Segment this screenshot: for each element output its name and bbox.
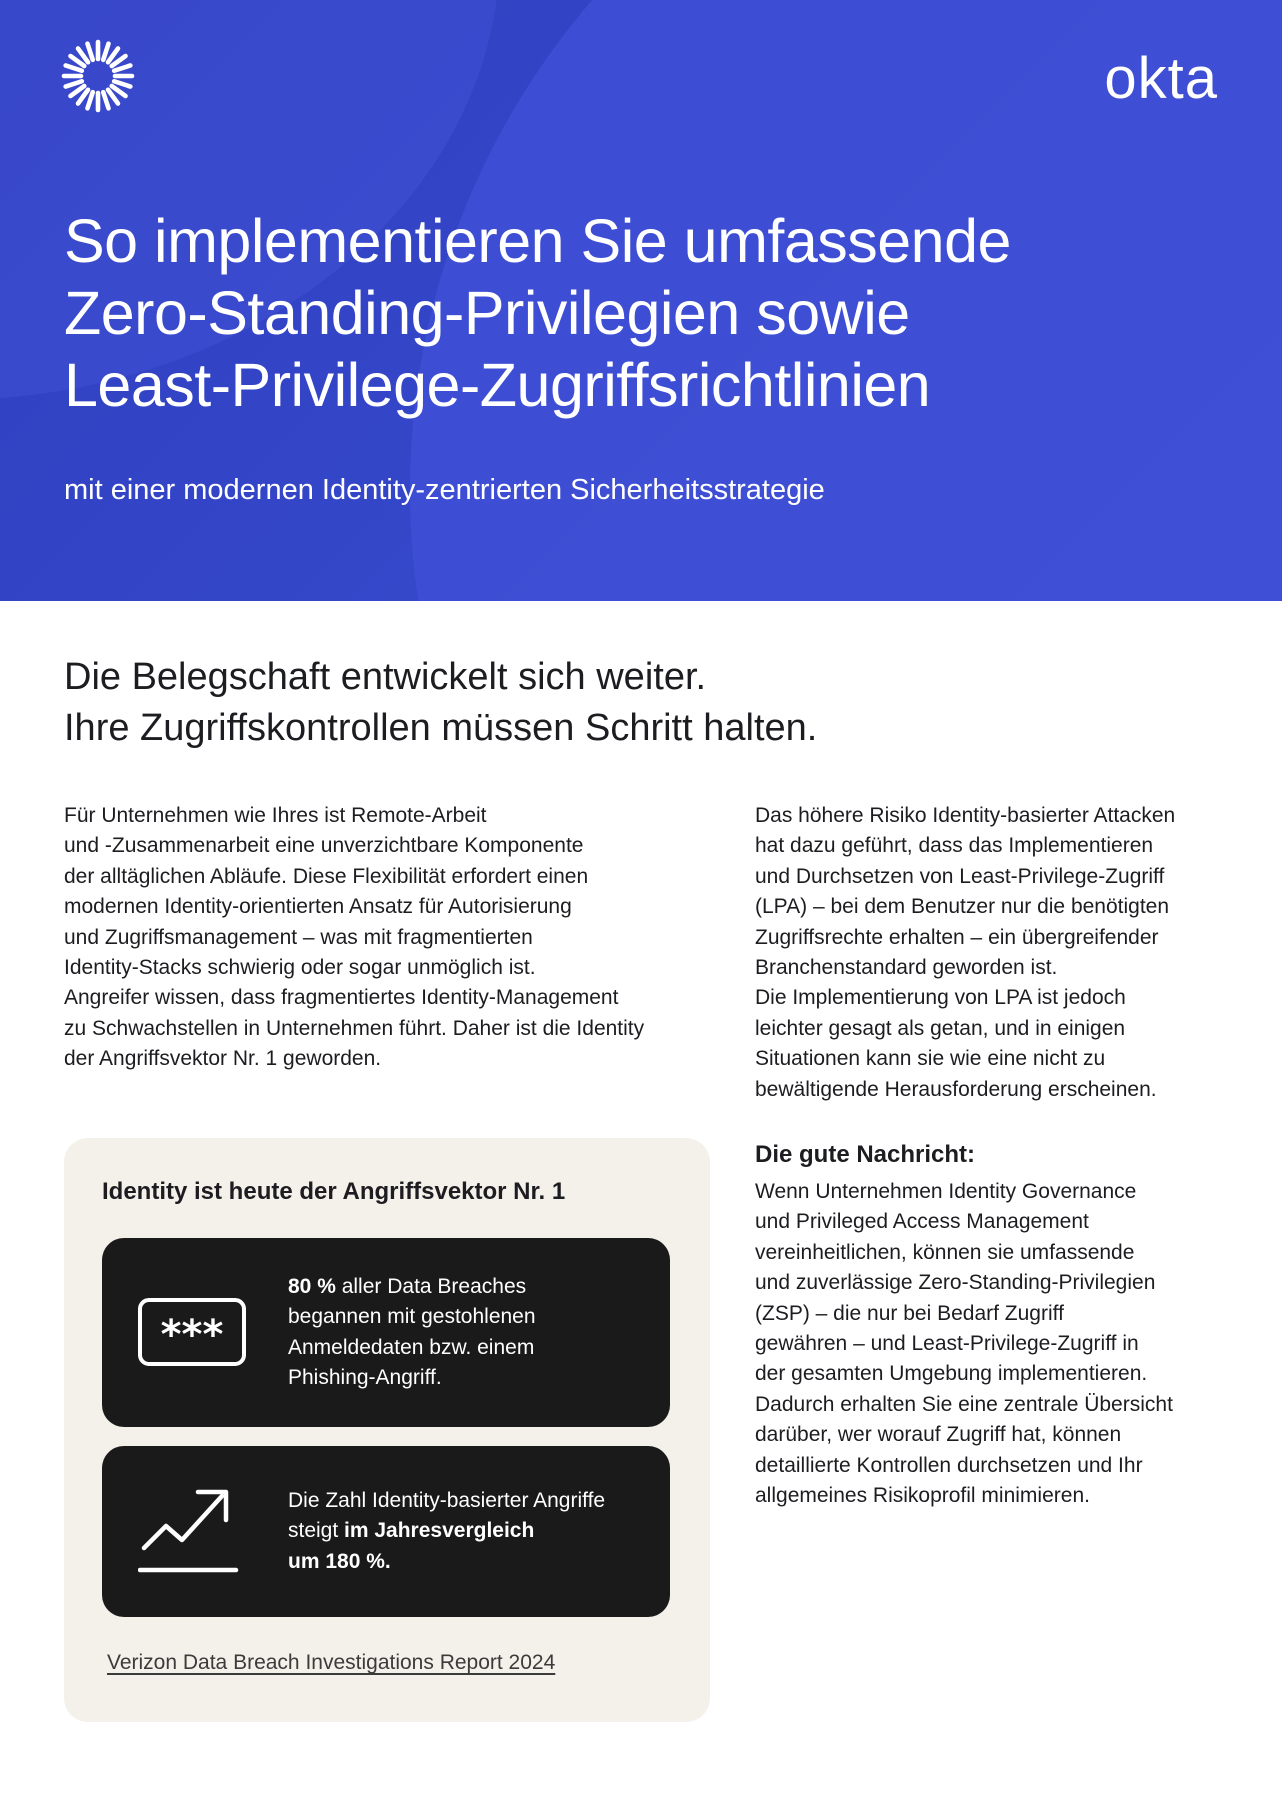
title-line: Least-Privilege-Zugriffsrichtlinien: [64, 351, 931, 419]
sunburst-ray: [87, 44, 92, 60]
stat-card-text: [288, 1272, 648, 1394]
sunburst-ray: [114, 81, 130, 86]
sunburst-logo-icon: [60, 38, 136, 114]
text-line: begannen mit gestohlenen: [288, 1305, 536, 1329]
stat-panel-title: Identity ist heute der Angriffsvektor Nr. 1: [102, 1178, 566, 1205]
sunburst-ray: [66, 65, 82, 70]
text-line: und Privileged Access Management: [755, 1210, 1089, 1234]
stat-value: um 180 %.: [288, 1549, 391, 1573]
text-line: aller Data Breaches: [335, 1275, 527, 1298]
page-title: [64, 205, 1214, 421]
text-line: modernen Identity-orientierten Ansatz für Autorisierung: [64, 895, 572, 919]
okta-logo: okta: [1104, 46, 1218, 111]
left-column-text: [64, 801, 724, 1075]
text-line: leichter gesagt als getan, und in einigen: [755, 1016, 1126, 1040]
page-subtitle: mit einer modernen Identity-zentrierten Sicherheitsstrategie: [64, 474, 825, 506]
heading-line: Ihre Zugriffskontrollen müssen Schritt halten.: [64, 707, 818, 749]
text-line: hat dazu geführt, dass das Implementieren: [755, 834, 1154, 858]
sunburst-ray: [114, 65, 130, 70]
text-line: Die Implementierung von LPA ist jedoch: [755, 986, 1126, 1010]
sunburst-ray: [87, 92, 92, 108]
password-field-icon: [138, 1298, 246, 1366]
text-line: vereinheitlichen, können sie umfassende: [755, 1240, 1135, 1264]
text-line: Identity-Stacks schwierig oder sogar unmöglich ist.: [64, 956, 536, 980]
text-line: (LPA) – bei dem Benutzer nur die benötigten: [755, 895, 1170, 919]
right-column-text: [755, 801, 1225, 1105]
stat-card-credentials: [102, 1238, 670, 1427]
trend-up-arrow-icon: [138, 1482, 242, 1578]
text-line: der alltäglichen Abläufe. Diese Flexibilität erfordert einen: [64, 864, 589, 888]
title-line: So implementieren Sie umfassende: [64, 207, 1011, 275]
stat-panel: [64, 1138, 710, 1722]
text-line: Für Unternehmen wie Ihres ist Remote-Arbeit: [64, 804, 487, 827]
text-line: Die Zahl Identity-basierter Angriffe: [288, 1489, 606, 1512]
body-paragraph: [755, 801, 1225, 1105]
text-line: detaillierte Kontrollen durchsetzen und Ihr: [755, 1453, 1143, 1477]
sunburst-ray: [66, 81, 82, 86]
section-heading: [64, 652, 1214, 754]
title-line: Zero-Standing-Privilegien sowie: [64, 279, 910, 347]
sunburst-ray: [103, 44, 108, 60]
text-line: und Durchsetzen von Least-Privilege-Zugriff: [755, 864, 1165, 888]
text-line: Zugriffsrechte erhalten – ein übergreifender: [755, 925, 1159, 949]
text-line: darüber, wer worauf Zugriff hat, können: [755, 1423, 1122, 1447]
body-paragraph: [755, 1177, 1225, 1511]
sunburst-ray: [103, 92, 108, 108]
text-line: Phishing-Angriff.: [288, 1366, 442, 1390]
text-line: der Angriffsvektor Nr. 1 geworden.: [64, 1047, 382, 1071]
hero-banner: [0, 0, 1282, 601]
text-line: und Zugriffsmanagement – was mit fragmentierten: [64, 925, 533, 949]
good-news-text: [755, 1177, 1225, 1511]
text-line: Situationen kann sie wie eine nicht zu: [755, 1047, 1106, 1071]
body-paragraph: [64, 801, 724, 1075]
text-line: Das höhere Risiko Identity-basierter Attacken: [755, 804, 1176, 827]
text-line: Wenn Unternehmen Identity Governance: [755, 1180, 1137, 1203]
source-link[interactable]: Verizon Data Breach Investigations Report 2024: [107, 1651, 556, 1674]
stat-card-text: [288, 1486, 648, 1577]
text-line: bewältigende Herausforderung erscheinen.: [755, 1077, 1157, 1101]
password-asterisks: ***: [160, 1312, 224, 1358]
text-line: Angreifer wissen, dass fragmentiertes Identity-Management: [64, 986, 619, 1010]
stat-value: 80 %: [288, 1275, 336, 1298]
text-line: und -Zusammenarbeit eine unverzichtbare Komponente: [64, 834, 584, 858]
text-line: Anmeldedaten bzw. einem: [288, 1335, 535, 1359]
text-line: zu Schwachstellen in Unternehmen führt. Daher ist die Identity: [64, 1016, 645, 1040]
text-line: steigt: [288, 1519, 345, 1543]
stat-emphasis: im Jahresvergleich: [344, 1519, 535, 1543]
text-line: Branchenstandard geworden ist.: [755, 956, 1058, 980]
text-line: allgemeines Risikoprofil minimieren.: [755, 1484, 1090, 1508]
heading-line: Die Belegschaft entwickelt sich weiter.: [64, 656, 707, 698]
text-line: und zuverlässige Zero-Standing-Privilegien: [755, 1271, 1156, 1295]
text-line: (ZSP) – die nur bei Bedarf Zugriff: [755, 1301, 1064, 1325]
text-line: der gesamten Umgebung implementieren.: [755, 1362, 1148, 1386]
text-line: Dadurch erhalten Sie eine zentrale Übersicht: [755, 1392, 1173, 1416]
good-news-heading: Die gute Nachricht:: [755, 1141, 976, 1168]
text-line: gewähren – und Least-Privilege-Zugriff in: [755, 1332, 1139, 1356]
stat-card-attacks: [102, 1446, 670, 1617]
